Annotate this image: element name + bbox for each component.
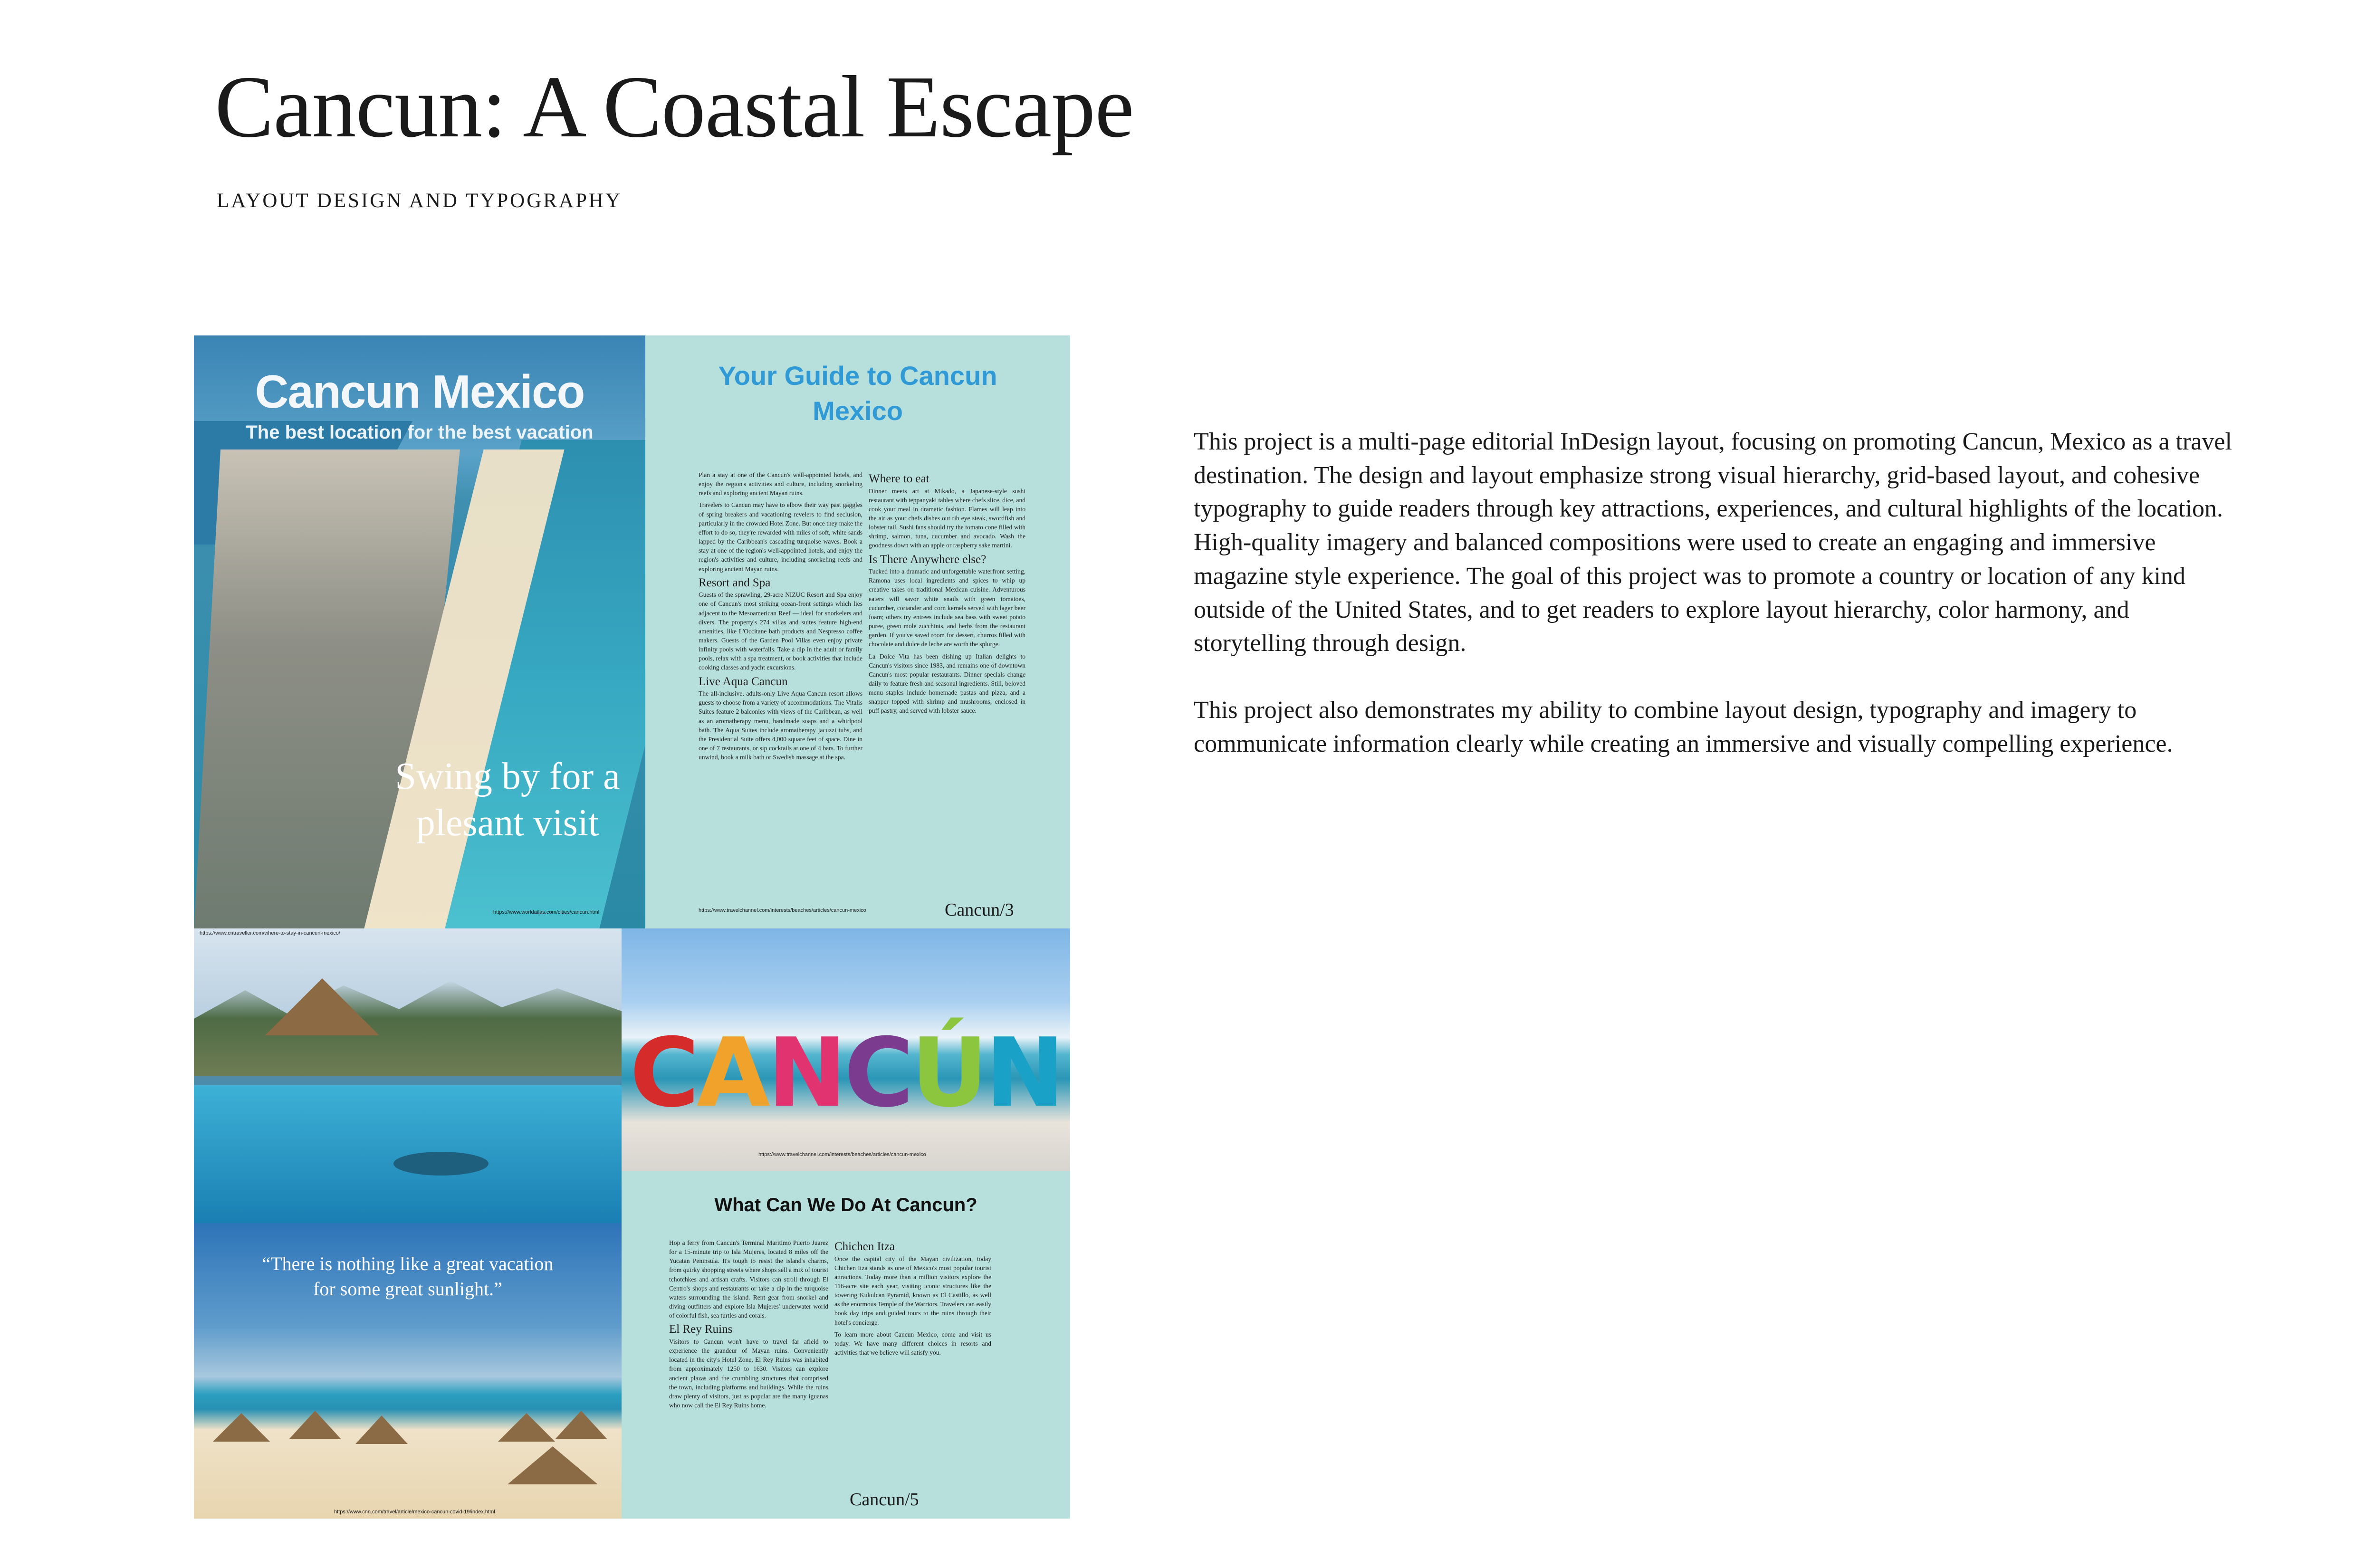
- sign-letter: A: [697, 1018, 767, 1128]
- cover-tagline: The best location for the best vacation: [246, 422, 594, 443]
- pool-photo: [194, 928, 622, 1223]
- cover-heading: Cancun Mexico: [255, 365, 584, 418]
- cover-overlay-text: [384, 754, 631, 846]
- magazine-spread: [194, 335, 1070, 1519]
- guide-column-right: [869, 470, 1025, 718]
- cancun-letters-photo: [622, 928, 1070, 1171]
- quote-line-2: for some great sunlight.”: [313, 1278, 502, 1300]
- description-paragraph-2: This project also demonstrates my ability to combine layout design, typography and imagery to communicate information clearly while creating an immersive and visually compelling experience.: [1194, 697, 2173, 757]
- section-heading-chichen-itza: Chichen Itza: [834, 1240, 895, 1253]
- section-heading-el-rey: El Rey Ruins: [669, 1323, 733, 1336]
- activities-column-left: [669, 1238, 828, 1413]
- where-to-eat-paragraph: Dinner meets art at Mikado, a Japanese-style sushi restaurant with teppanyaki tables where chefs slice, dice, and cook your meal in dramatic fashion. Flames will leap into the air as your chefs dishes out rib eye steak, swordfish and lobster tail. Sushi fans should try the tomato cone filled with shrimp, salmon, tuna, cucumber and avocado. Wash the goodness down with an apple or raspberry sake martini.: [869, 487, 1025, 549]
- cover-photo-credit: https://www.worldatlas.com/cities/cancun.html: [493, 909, 600, 915]
- live-aqua-paragraph: The all-inclusive, adults-only Live Aqua Cancun resort allows guests to choose from a variety of accommodations. The Vitalis Suites feature 2 balconies with views of the Caribbean, as well as an aromatherapy menu, handmade soaps and a whirlpool bath. The Aqua Suites include aromatherapy jacuzzi tubs, and the Presidential Suite offers 4,000 square feet of space. Dine in one of 7 restaurants, or sip cocktails at one of 4 bars. To further unwind, book a milk bath or Swedish massage at the spa.: [699, 690, 862, 761]
- sign-letter: C: [630, 1018, 697, 1128]
- section-heading-anywhere-else: Is There Anywhere else?: [869, 553, 987, 566]
- quote-line-1: “There is nothing like a great vacation: [262, 1253, 554, 1274]
- project-description: [1194, 425, 2239, 794]
- cover-aerial-photo: [194, 335, 645, 928]
- sign-letter: N: [767, 1018, 844, 1128]
- guide-source-credit: https://www.travelchannel.com/interests/beaches/articles/cancun-mexico: [699, 908, 866, 913]
- anywhere-else-paragraph: La Dolce Vita has been dishing up Italian delights to Cancun's visitors since 1983, and remains one of downtown Cancun's most popular restaurants. Dinner specials change daily to feature fresh and seasonal ingredients. Still, beloved menu staples include homemade pastas and pizza, and a snapper topped with shrimp and mushrooms, enclosed in puff pastry, and served with lobster sauce.: [869, 652, 1025, 715]
- beach-umbrella-shape: [355, 1415, 408, 1444]
- section-heading-where-to-eat: Where to eat: [869, 472, 929, 485]
- guide-title-line-2: Mexico: [813, 395, 903, 426]
- guide-intro-paragraph: Plan a stay at one of the Cancun's well-appointed hotels, and enjoy the region's activities and culture, including snorkeling reefs and exploring ancient Mayan ruins.: [699, 471, 862, 497]
- isla-mujeres-paragraph: Hop a ferry from Cancun's Terminal Maritimo Puerto Juarez for a 15-minute trip to Isla Mujeres, located 8 miles off the Yucatan Peninsula. It's tough to resist the island's charms, from quirky shopping streets where shops sell a mix of tourist tchotchkes and artisan crafts. Visitors can stroll through El Centro's shops and restaurants or take a dip in the turquoise waters surrounding the island. Rent gear from snorkel and diving outfitters and explore Isla Mujeres' underwater world of colorful fish, sea turtles and corals.: [669, 1239, 828, 1319]
- beach-umbrella-shape: [498, 1413, 555, 1442]
- activities-column-right: [834, 1238, 991, 1360]
- el-rey-paragraph: Visitors to Cancun won't have to travel far afield to experience the grandeur of Mayan ruins. Conveniently located in the city's Hotel Zone, El Rey Ruins was inhabited from approximately 1250 to 1630. Visitors can explore ancient plazas and the crumbling structures that comprised the town, including platforms and buildings. While the ruins draw plenty of visitors, just as popular are the many iguanas who now call the El Rey Ruins home.: [669, 1338, 828, 1409]
- guide-page: [645, 335, 1070, 928]
- page-number: Cancun/3: [945, 900, 1014, 920]
- page-title: Cancun: A Coastal Escape: [215, 58, 1134, 156]
- guide-intro-paragraph: Travelers to Cancun may have to elbow their way past gaggles of spring breakers and vacationing revelers to find seclusion, particularly in the crowded Hotel Zone. But once they make the effort to do so, they're rewarded with miles of soft, white sands lapped by the Caribbean's cascading turquoise waves. Book a stay at one of the region's well-appointed hotels, and enjoy the region's activities and culture, including snorkeling reefs and exploring ancient Mayan ruins.: [699, 501, 862, 573]
- pool-photo-credit: https://www.cntraveller.com/where-to-stay-in-cancun-mexico/: [200, 930, 340, 936]
- beach-photo-credit: https://www.cnn.com/travel/article/mexico-cancun-covid-19/index.html: [334, 1509, 495, 1515]
- closing-paragraph: To learn more about Cancun Mexico, come and visit us today. We have many different choices in resorts and activities that we believe will satisfy you.: [834, 1330, 991, 1357]
- resort-paragraph: Guests of the sprawling, 29-acre NIZUC Resort and Spa enjoy one of Cancun's most striking ocean-front settings which lies adjacent to the Mesoamerican Reef — ideal for snorkelers and divers. The property's 274 villas and suites feature high-end amenities, like L'Occitane bath products and Nespresso coffee makers. Guests of the Garden Pool Villas even enjoy private infinity pools with waterfalls. Take a dip in the adult or family pools, relax with a spa treatment, or book activities that include cooking classes and yacht excursions.: [699, 591, 862, 671]
- activities-title: What Can We Do At Cancun?: [714, 1195, 977, 1215]
- pool-island-shape: [393, 1152, 489, 1176]
- section-heading-live-aqua: Live Aqua Cancun: [699, 675, 788, 688]
- page-number: Cancun/5: [850, 1490, 919, 1510]
- cancun-sign-letters: [622, 1018, 1070, 1128]
- palm-trees-shape: [194, 981, 622, 1076]
- overlay-line-1: Swing by for a: [395, 755, 620, 797]
- guide-column-left: [699, 470, 862, 765]
- pool-water-shape: [194, 1085, 622, 1223]
- page-subtitle: LAYOUT DESIGN AND TYPOGRAPHY: [217, 190, 623, 212]
- section-heading-resort: Resort and Spa: [699, 576, 771, 589]
- description-paragraph-1: This project is a multi-page editorial InDesign layout, focusing on promoting Cancun, Mexico as a travel destination. The design and layout emphasize strong visual hierarchy, grid-based layout, and cohesive typography to guide readers through key attractions, experiences, and cultural highlights of the location. High-quality imagery and balanced compositions were used to create an engaging and immersive magazine style experience. The goal of this project was to promote a country or location of any kind outside of the United States, and to get readers to explore layout hierarchy, color harmony, and storytelling through design.: [1194, 428, 2232, 657]
- beach-umbrella-shape: [508, 1446, 598, 1484]
- beach-photo: [194, 1223, 622, 1519]
- sign-letter: N: [985, 1018, 1062, 1128]
- beach-umbrella-shape: [555, 1411, 607, 1439]
- beach-quote: [222, 1252, 593, 1302]
- guide-title-line-1: Your Guide to Cancun: [718, 361, 997, 391]
- anywhere-else-paragraph: Tucked into a dramatic and unforgettable waterfront setting, Ramona uses local ingredients and spices to whip up creative takes on traditional Mexican cuisine. Adventurous eaters will savor white snails with green tomatoes, cucumber, coriander and corn kernels served with lager beer foam; others try entrees include sea bass with sweet potato puree, green mole zucchinis, and herbs from the restaurant garden. If you've saved room for dessert, churros filled with chocolate and dulce de leche are worth the splurge.: [869, 568, 1025, 648]
- letters-photo-credit: https://www.travelchannel.com/interests/beaches/articles/cancun-mexico: [758, 1152, 926, 1157]
- activities-page: [622, 1171, 1070, 1519]
- sign-letter: Ú: [910, 1018, 986, 1128]
- guide-title: [645, 358, 1070, 429]
- chichen-itza-paragraph: Once the capital city of the Mayan civilization, today Chichen Itza stands as one of Mexico's most popular tourist attractions. Today more than a million visitors explore the 116-acre site each year, visiting iconic structures like the towering Kukulcan Pyramid, known as El Castillo, as well as the enormous Temple of the Warriors. Travelers can easily book day trips and guided tours to the ruins through their hotel's concierge.: [834, 1255, 991, 1326]
- beach-umbrella-shape: [289, 1411, 341, 1439]
- overlay-line-2: plesant visit: [416, 802, 599, 844]
- sign-letter: C: [844, 1018, 911, 1128]
- beach-umbrella-shape: [213, 1413, 270, 1442]
